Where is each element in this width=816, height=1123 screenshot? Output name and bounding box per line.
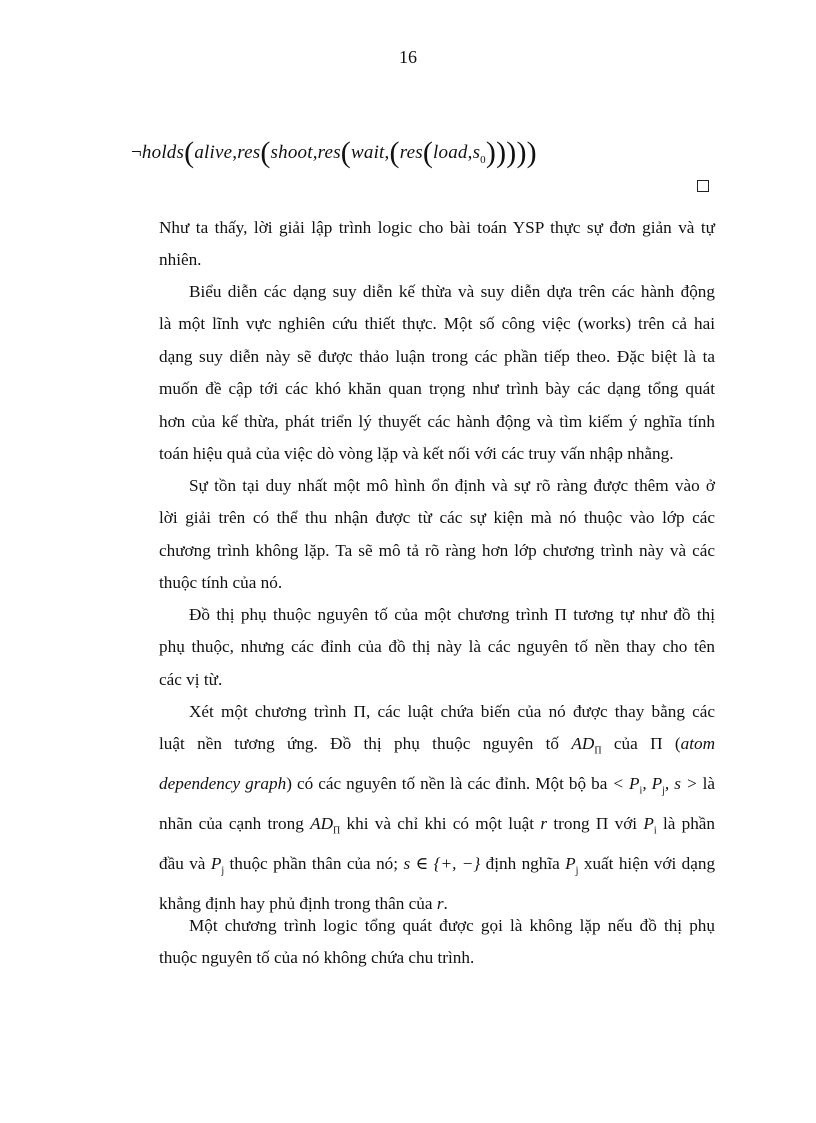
p5-l6-r: r [436,893,444,913]
p-j-symbol: $P_j$ [210,853,225,877]
paragraph-1 [159,212,715,277]
p5-l4-r: r [540,814,548,834]
formula-s-subscript: 0 [480,153,486,166]
p5-l4-text-e: là phần [662,814,716,834]
formula-shoot: shoot [270,142,313,163]
qed-box-icon [697,180,709,192]
paragraph-2-line-2: là một lĩnh vực nghiên cứu thiết thực. Một số công việc (works) trên cả hai [159,314,715,334]
formula-s: s [472,142,481,163]
paragraph-6-line-2: thuộc nguyên tố của nó không chứa chu trình. [159,948,475,968]
p5-l3-dependency-graph: dependency graph [159,774,287,794]
p5-l2-text-a: luật nền tương ứng. Đồ thị phụ thuộc nguyên tố [159,734,560,754]
p5-l3-text: ) có các nguyên tố nền là các đỉnh. Một bộ ba [286,774,608,794]
p5-l1-text-b: , các luật chứa biến của nó được thay bằng các [365,702,715,721]
paragraph-2 [159,276,715,470]
p-j-symbol-2: $P_j$ [565,853,579,877]
paragraph-5-line-4 [159,808,715,848]
formula-res-2: res [317,142,341,163]
paragraph-2-line-6: toán hiệu quả của việc dò vòng lặp và kết nối với các truy vấn nhập nhằng. [159,444,674,464]
p5-l2-atom: atom [680,734,716,754]
paragraph-2-line-4: muốn đề cập tới các khó khăn quan trọng như trình bày các dạng tổng quát [159,379,715,399]
paragraph-4-line-3: các vị từ. [159,669,223,689]
paragraph-2-line-1: Biểu diễn các dạng suy diễn kế thừa và suy diễn dựa trên các hành động [189,282,715,301]
p4-text-b: tương tự như đồ thị [573,605,716,624]
paragraph-4 [159,599,715,696]
p5-l2-pi: Π [650,734,663,754]
paragraph-3-line-1: Sự tồn tại duy nhất một mô hình ổn định và sự rõ ràng được thêm vào ở [189,476,715,495]
paragraph-1-line-2: nhiên. [159,250,202,270]
p5-l6-period: . [443,893,448,913]
p4-text-a: Đồ thị phụ thuộc nguyên tố của một chương trình [189,605,549,624]
ad-pi-symbol-2: $AD_\Pi$ [310,814,341,837]
paragraph-6 [159,910,715,975]
formula-res-3: res [399,142,423,163]
negation-symbol: ¬ [131,142,142,163]
paragraph-2-line-3: dạng suy diễn này sẽ được thảo luận trong các phần tiếp theo. Đặc biệt là ta [159,346,715,366]
p5-l4-text-c: trong [553,814,590,834]
p5-l4-text-d: với [614,814,638,834]
paragraph-1-line-1: Như ta thấy, lời giải lập trình logic cho bài toán YSP thực sự đơn giản và tự [159,218,715,237]
paragraph-5-line-2 [159,728,715,768]
s-in-set-symbol: s ∈ {+, −} [403,853,481,873]
paragraph-6-line-1: Một chương trình logic tổng quát được gọi là không lặp nếu đồ thị phụ [189,916,715,935]
p5-l1-pi: Π [353,702,366,721]
paragraph-3-line-3: chương trình không lặp. Ta sẽ mô tả rõ ràng hơn lớp chương trình này và các [159,540,715,560]
p5-l2-paren: ( [674,734,681,754]
paragraph-3-line-4: thuộc tính của nó. [159,573,283,593]
ad-pi-symbol: $AD_\Pi$ [571,734,602,757]
p5-l2-text-b: của [613,734,638,754]
p5-l5-text-a: đầu và [159,853,206,873]
formula-alive: alive [194,142,233,163]
p5-l4-text-b: khi và chỉ khi có một luật [346,814,535,834]
triple-symbol: < $P_i$, $P_j$, s > [612,774,698,797]
formula-res-1: res [237,142,261,163]
p4-pi-symbol: Π [554,605,567,624]
formula-wait: wait [351,142,385,163]
paragraph-5-line-5 [159,848,715,888]
paragraph-3 [159,470,715,600]
paragraph-4-line-1 [159,599,715,631]
p5-l3-la: là [702,774,716,794]
paragraph-5 [159,696,715,920]
paragraph-4-line-2: phụ thuộc, nhưng các đỉnh của đồ thị này là các nguyên tố nền thay cho tên [159,637,715,657]
paragraph-3-line-2: lời giải trên có thể thu nhận được từ các sự kiện mà nó thuộc vào lớp các [159,508,715,528]
formula: $\neg holds(alive,res(shoot,res(wait,(res(load,s_0)))))$ [131,136,537,169]
paragraph-5-line-3 [159,768,715,808]
paragraph-5-line-1 [159,696,715,728]
p5-l5-text-b: thuộc phần thân của nó; [229,853,399,873]
p5-l5-text-d: xuất hiện với dạng [583,853,716,873]
p-i-symbol: $P_i$ [643,814,657,837]
p5-l4-pi: Π [595,814,609,834]
p5-l5-text-c: định nghĩa [485,853,560,873]
formula-load: load [433,142,468,163]
formula-holds: holds [141,142,185,163]
paragraph-2-line-5: hơn của kế thừa, phát triển lý thuyết các hành động và tìm kiếm ý nghĩa tính [159,411,715,431]
page-number: 16 [399,47,417,67]
p5-l6-text-a: khẳng định hay phủ định trong thân của [159,893,433,913]
p5-l1-text-a: Xét một chương trình [189,702,347,721]
p5-l4-text-a: nhãn của cạnh trong [159,814,304,834]
